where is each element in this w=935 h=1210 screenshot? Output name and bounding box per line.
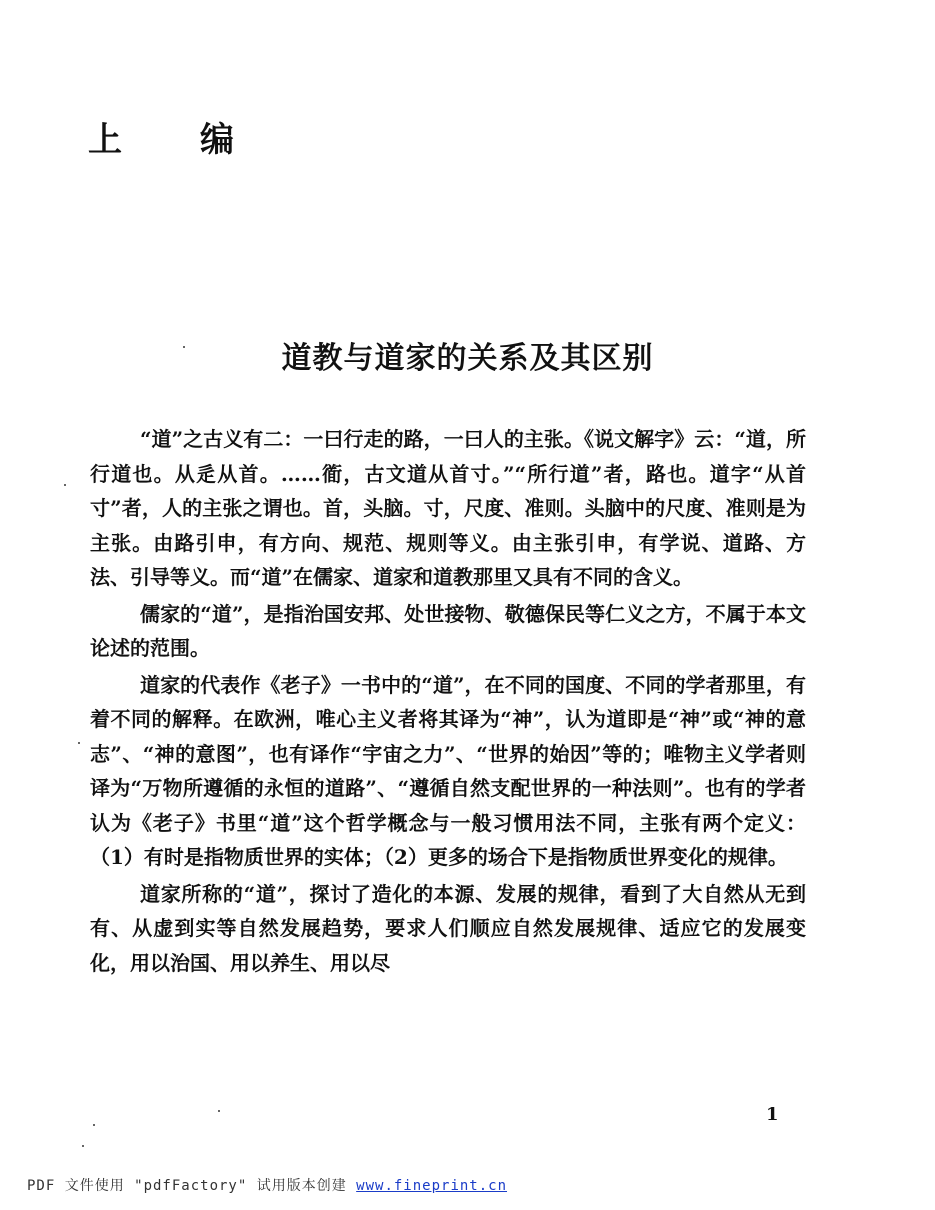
scan-speck xyxy=(78,742,80,744)
scan-speck xyxy=(183,346,185,348)
scan-speck xyxy=(82,1145,84,1147)
paragraph: 道家的代表作《老子》一书中的“道”，在不同的国度、不同的学者那里，有着不同的解释。在欧洲，唯心主义者将其译为“神”，认为道即是“神”或“神的意志”、“神的意图”，也有译作“宇宙之力”、“世界的始因”等的；唯物主义学者则译为“万物所遵循的永恒的道路”、“遵循自然支配世界的一种法则”。也有的学者认为《老子》书里“道”这个哲学概念与一般习惯用法不同，主张有两个定义：（1）有时是指物质世界的实体；（2）更多的场合下是指物质世界变化的规律。 xyxy=(90,672,806,869)
article-body xyxy=(90,422,806,982)
article-title: 道教与道家的关系及其区别 xyxy=(281,341,654,376)
pdf-footer xyxy=(27,1175,507,1195)
scan-speck xyxy=(218,1110,220,1112)
scan-speck xyxy=(64,484,66,486)
scan-speck xyxy=(93,1124,95,1126)
page-number: 1 xyxy=(766,1104,779,1125)
footer-link[interactable]: www.fineprint.cn xyxy=(356,1178,508,1194)
part-heading-char-2: 编 xyxy=(200,120,234,160)
part-heading xyxy=(88,112,234,161)
paragraph: “道”之古义有二：一曰行走的路，一曰人的主张。《说文解字》云：“道，所行道也。从辵从首。……衜，古文道从首寸。”“所行道”者，路也。道字“从首寸”者，人的主张之谓也。首，头脑。寸，尺度、准则。头脑中的尺度、准则是为主张。由路引申，有方向、规范、规则等义。由主张引申，有学说、道路、方法、引导等义。而“道”在儒家、道家和道教那里又具有不同的含义。 xyxy=(90,427,806,589)
paragraph: 道家所称的“道”，探讨了造化的本源、发展的规律，看到了大自然从无到有、从虚到实等自然发展趋势，要求人们顺应自然发展规律、适应它的发展变化，用以治国、用以养生、用以尽 xyxy=(90,881,806,975)
paragraph: 儒家的“道”，是指治国安邦、处世接物、敬德保民等仁义之方，不属于本文论述的范围。 xyxy=(90,601,806,660)
footer-text: PDF 文件使用 "pdfFactory" 试用版本创建 xyxy=(27,1178,357,1194)
part-heading-char-1: 上 xyxy=(88,120,122,160)
